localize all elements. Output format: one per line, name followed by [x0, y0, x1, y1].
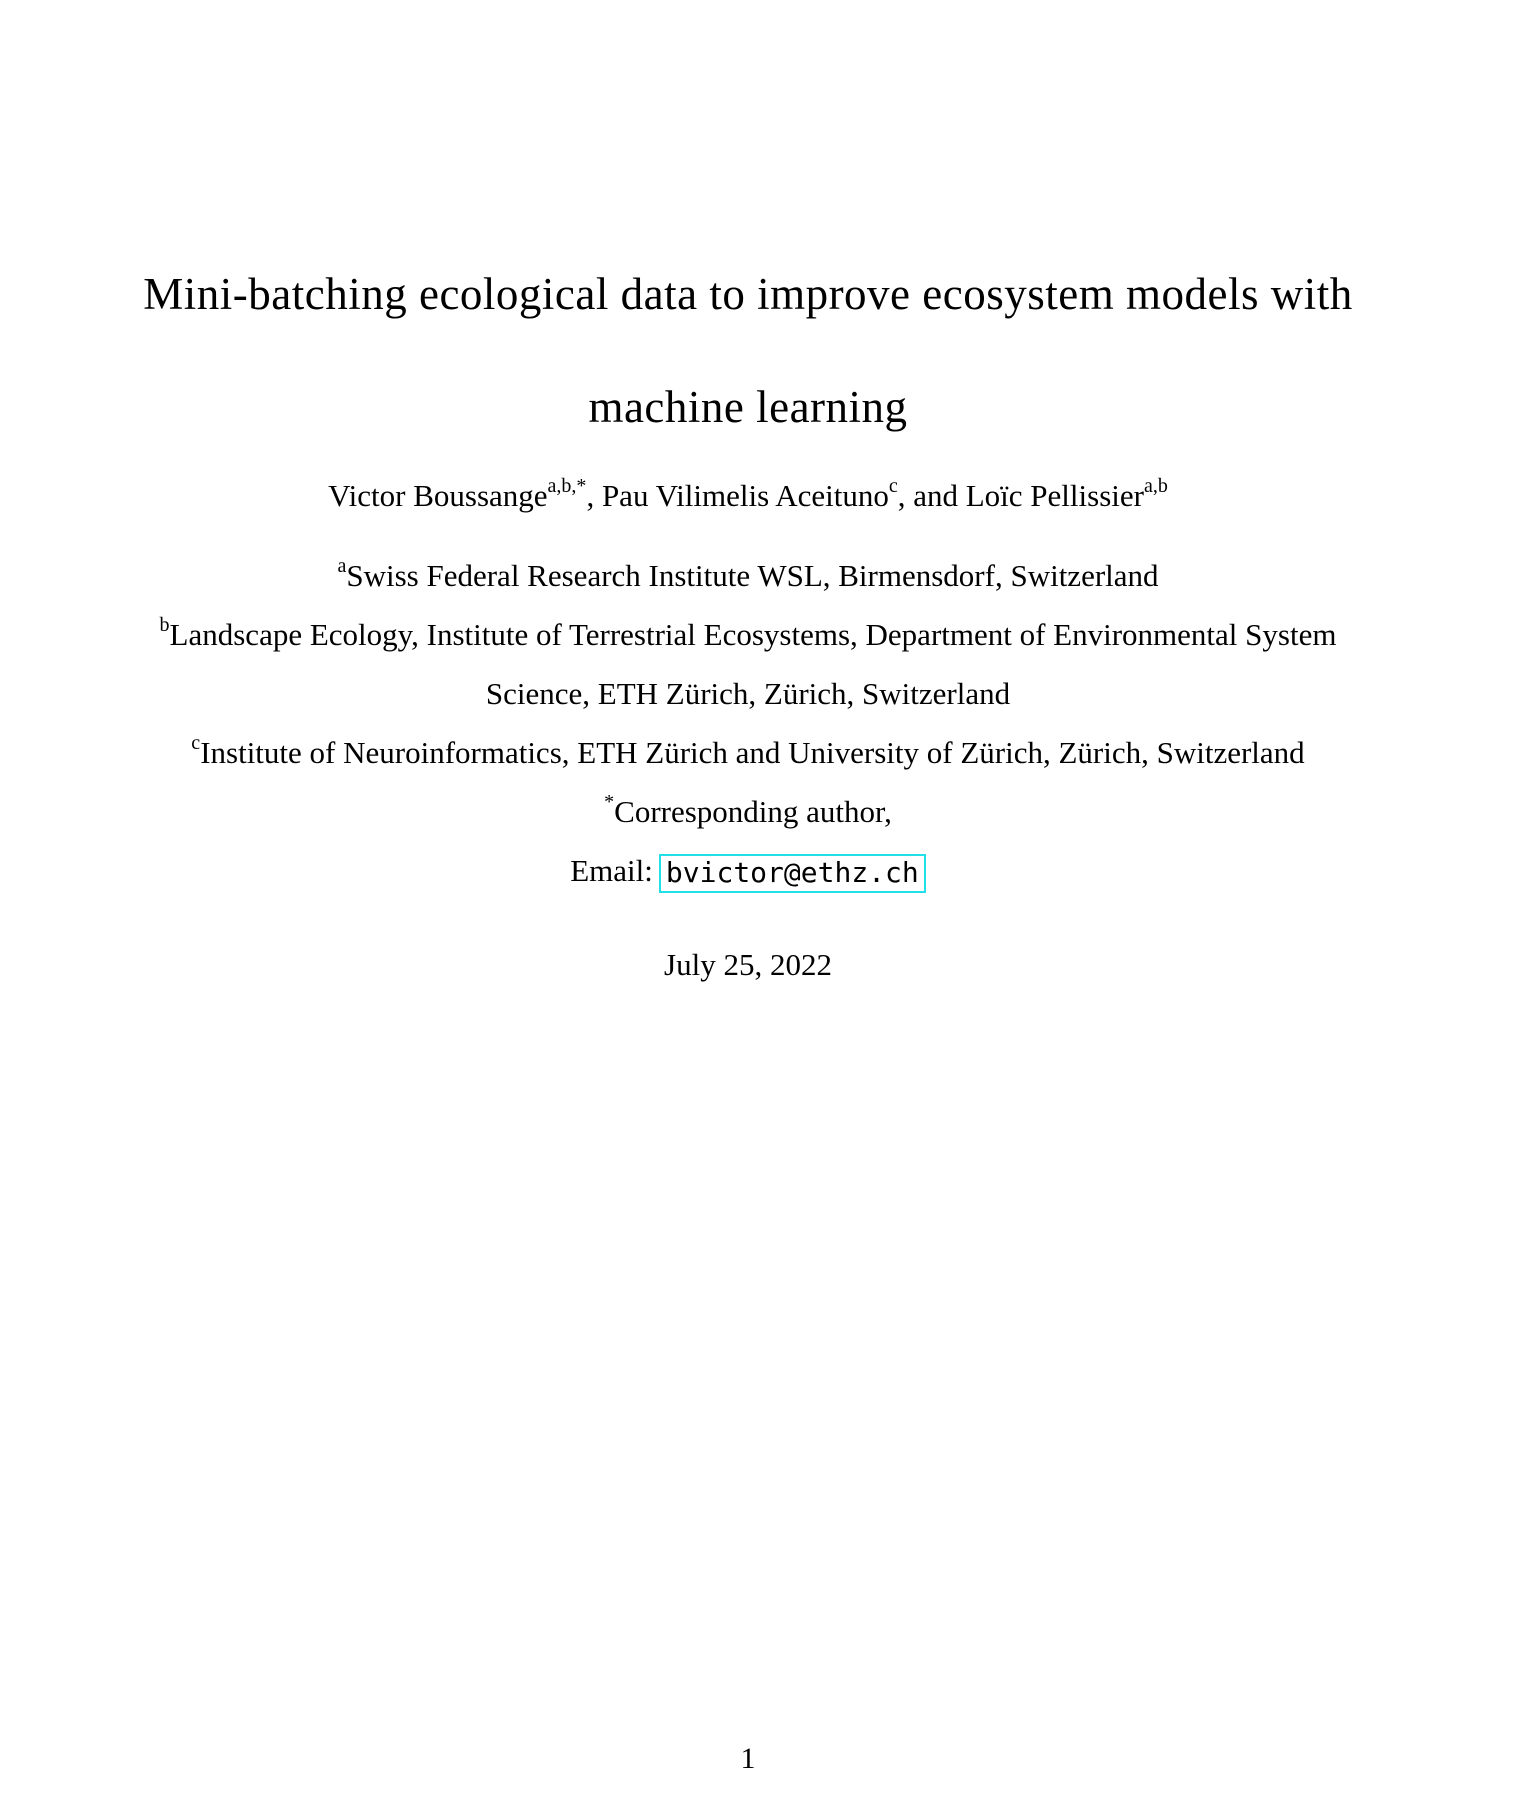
author-separator: , — [586, 478, 602, 513]
author-separator: , and — [897, 478, 966, 513]
affiliation-b — [118, 605, 1378, 723]
author-affiliation-marker: c — [888, 475, 898, 497]
authors-line — [0, 476, 1496, 516]
author-name: Pau Vilimelis Aceituno — [601, 478, 889, 513]
affiliation-text: Swiss Federal Research Institute WSL, Birmensdorf, Switzerland — [346, 558, 1159, 593]
affiliation-c — [118, 723, 1378, 782]
affiliation-marker: a — [337, 555, 347, 577]
email-line — [118, 841, 1378, 900]
affiliation-a — [118, 546, 1378, 605]
author-affiliation-marker: a,b,* — [547, 475, 587, 497]
paper-title — [0, 238, 1496, 464]
date: July 25, 2022 — [664, 947, 832, 982]
paper-title-line2: machine learning — [588, 382, 908, 432]
author-affiliation-marker: a,b — [1143, 475, 1168, 497]
affiliations-block — [0, 546, 1496, 900]
corresponding-author-marker: * — [604, 791, 615, 813]
email-label: Email: — [570, 853, 653, 888]
affiliation-marker: c — [191, 732, 201, 754]
author-name: Loïc Pellissier — [965, 478, 1144, 513]
corresponding-author-note — [118, 782, 1378, 841]
affiliation-text: Institute of Neuroinformatics, ETH Zürich and University of Zürich, Zürich, Switzerland — [200, 735, 1305, 770]
title-page-content — [0, 238, 1536, 985]
page-number: 1 — [740, 1742, 756, 1775]
author-name: Victor Boussange — [328, 478, 548, 513]
email-link[interactable]: bvictor@ethz.ch — [659, 854, 926, 893]
paper-title-line1: Mini-batching ecological data to improve ecosystem models with — [143, 269, 1353, 319]
affiliation-marker: b — [159, 614, 170, 636]
affiliation-text: Landscape Ecology, Institute of Terrestrial Ecosystems, Department of Environmental System Science, ETH Zürich, Zürich, Switzerland — [169, 617, 1337, 711]
corresponding-author-text: Corresponding author, — [614, 794, 892, 829]
